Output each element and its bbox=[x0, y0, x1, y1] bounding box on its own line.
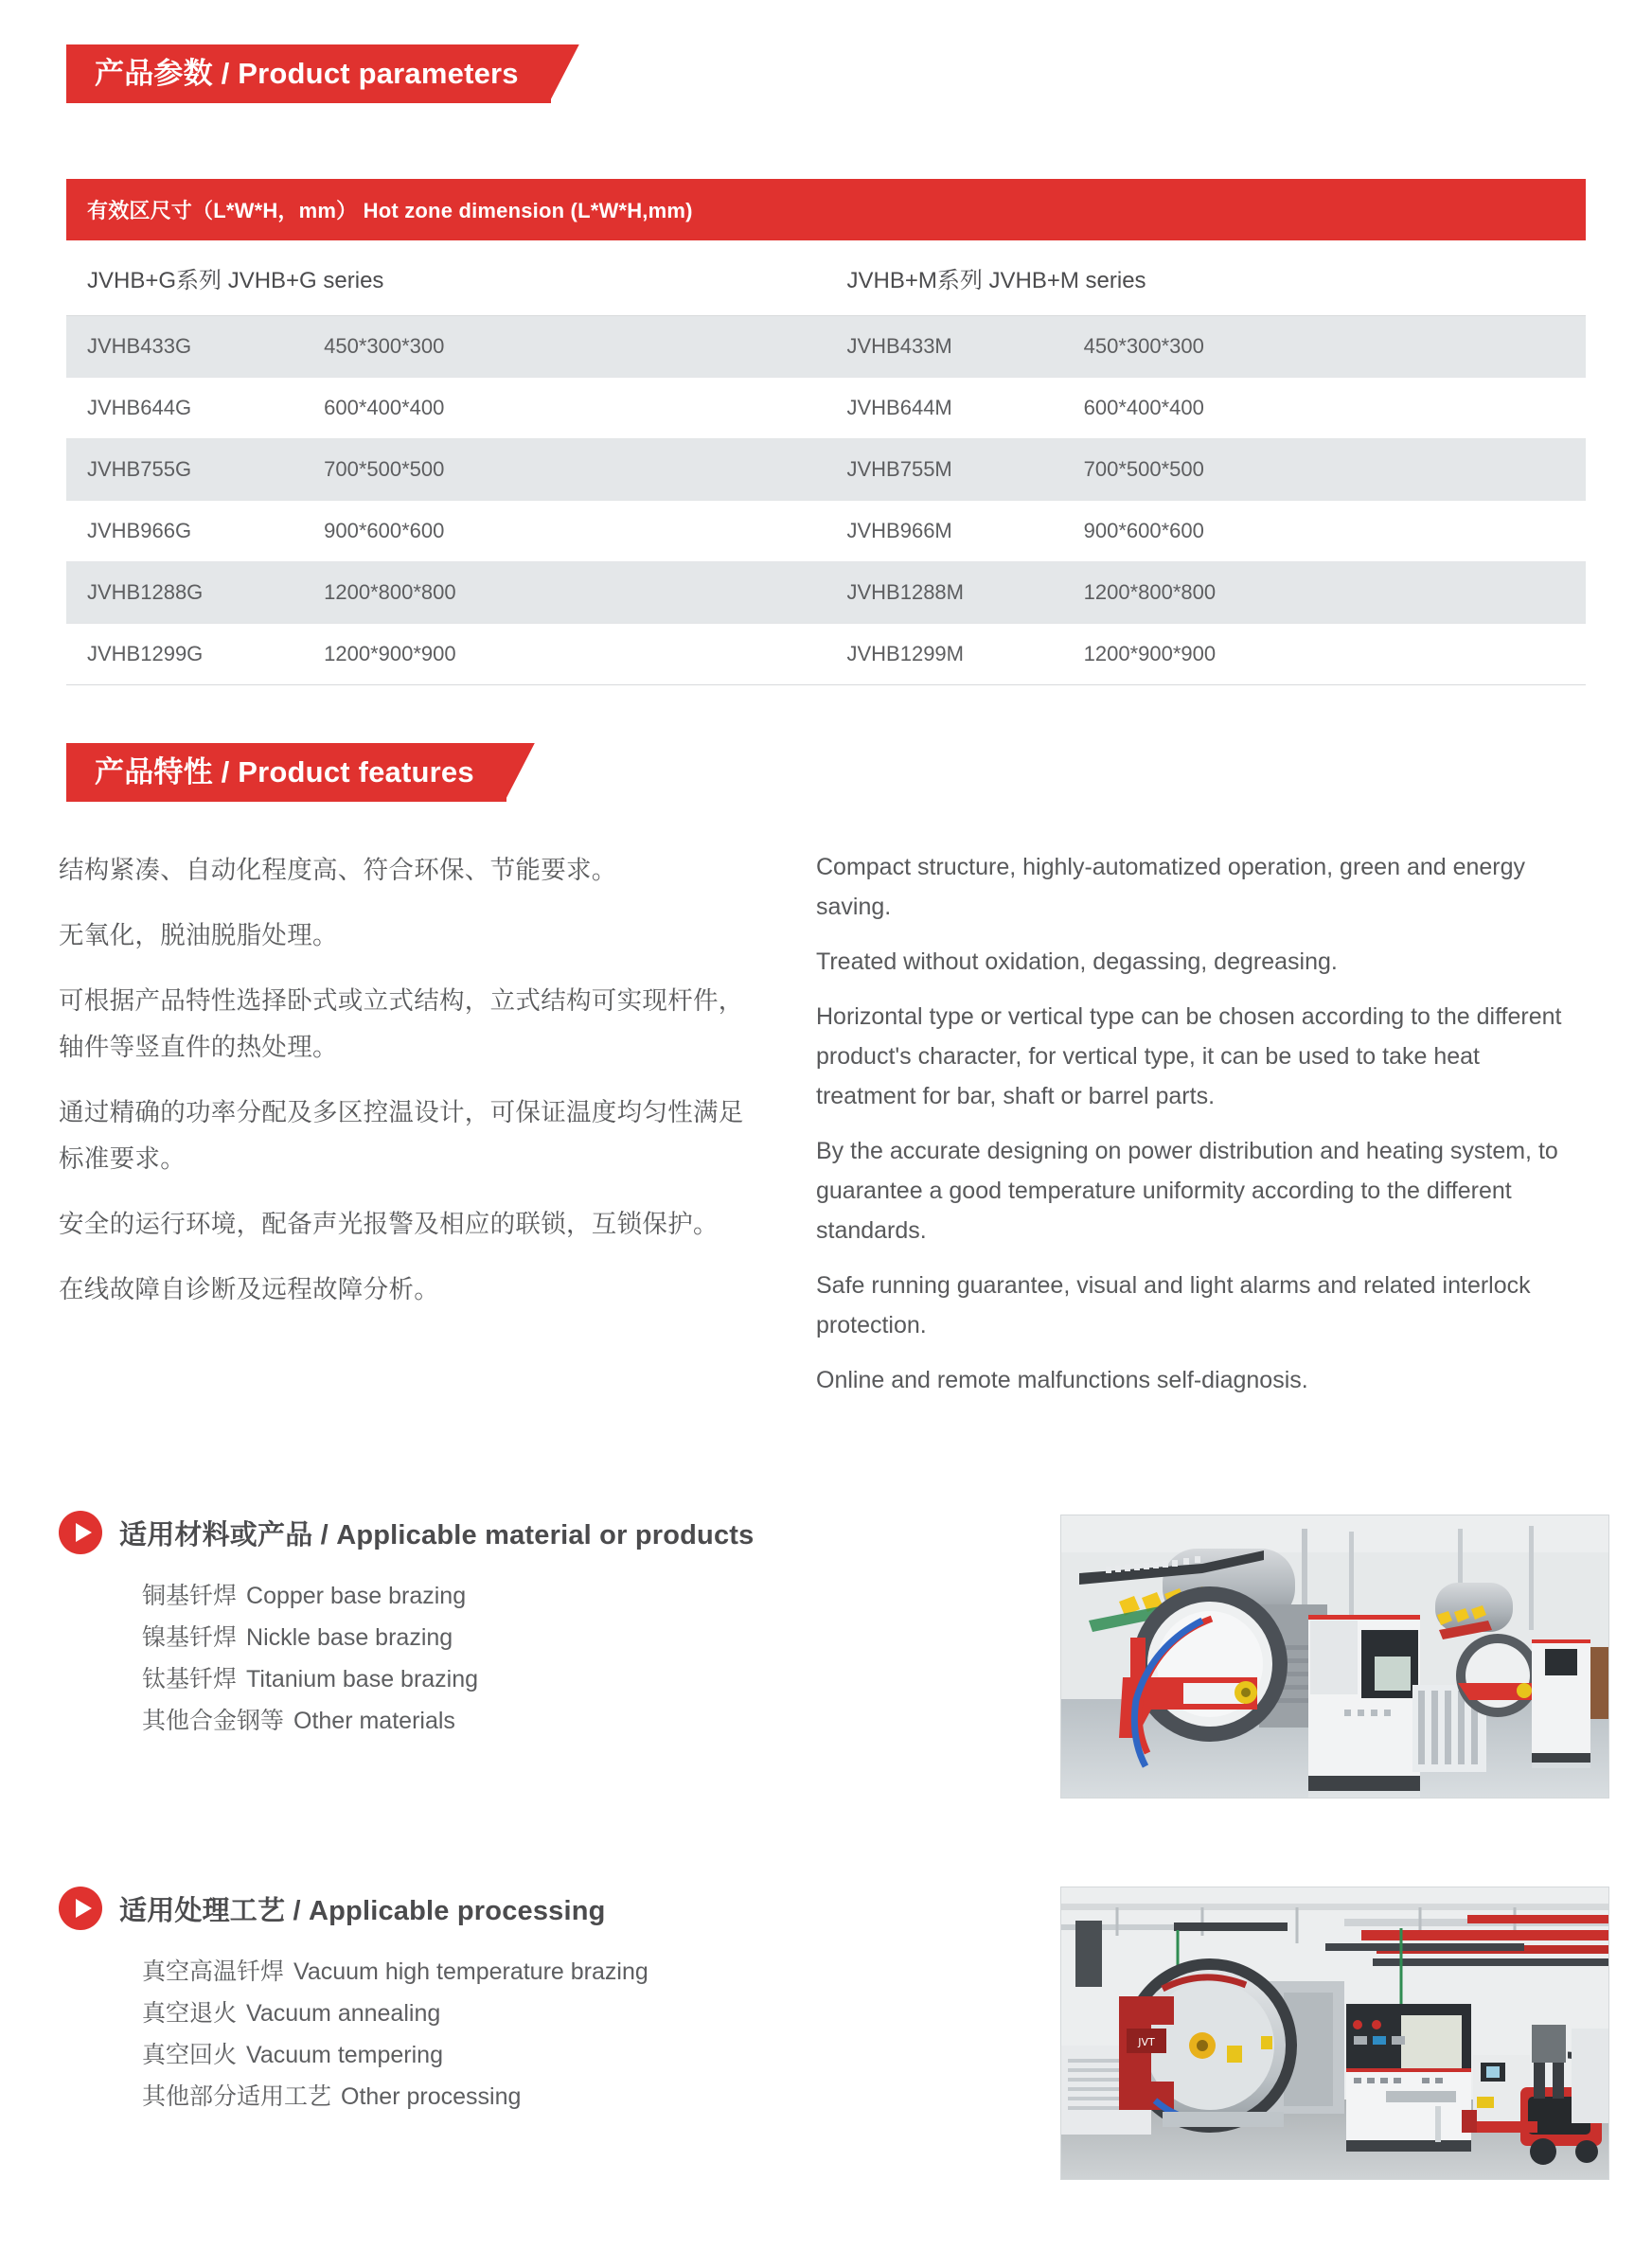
cell-m-dimension: 700*500*500 bbox=[1063, 439, 1586, 501]
cell-m-model: JVHB1299M bbox=[826, 624, 1062, 685]
applicable-processing-list bbox=[59, 1951, 648, 2117]
cell-g-dimension: 1200*900*900 bbox=[303, 624, 826, 685]
table-row bbox=[66, 316, 1586, 378]
table-row bbox=[66, 562, 1586, 624]
applicable-material-heading bbox=[59, 1511, 755, 1554]
cell-m-model: JVHB644M bbox=[826, 378, 1062, 439]
table-subheader-row bbox=[66, 240, 1586, 316]
section-title-cn: 产品参数 bbox=[95, 57, 213, 90]
bullet-title-cn: 适用材料或产品 bbox=[119, 1519, 313, 1550]
list-item-cn: 钛基钎焊 bbox=[142, 1666, 238, 1692]
feature-item-en: Treated without oxidation, degassing, degreasing. bbox=[816, 948, 1338, 975]
section-banner-parameters bbox=[66, 44, 551, 103]
list-item-cn: 铜基钎焊 bbox=[142, 1583, 238, 1609]
list-item-en: Vacuum tempering bbox=[246, 2042, 443, 2068]
bullet-title-cn: 适用处理工艺 bbox=[119, 1895, 286, 1926]
list-item-en: Vacuum high temperature brazing bbox=[293, 1958, 648, 1985]
applicable-processing-section bbox=[59, 1887, 648, 2117]
features-column-english bbox=[816, 847, 1573, 1415]
feature-item-en: Safe running guarantee, visual and light alarms and related interlock protection. bbox=[816, 1272, 1531, 1338]
applicable-material-title bbox=[119, 1514, 755, 1552]
list-item bbox=[142, 2076, 648, 2117]
feature-item-en: Horizontal type or vertical type can be chosen according to the different product's character, for vertical type, it can be used to take heat treatment for bar, shaft or barrel parts. bbox=[816, 1003, 1562, 1109]
bullet-title-separator: / bbox=[312, 1519, 337, 1550]
photo-material-illustration bbox=[1060, 1515, 1609, 1798]
play-icon bbox=[59, 1887, 102, 1930]
table-header-row bbox=[66, 179, 1586, 240]
table-row bbox=[66, 439, 1586, 501]
cell-g-model: JVHB644G bbox=[66, 378, 303, 439]
cell-g-model: JVHB966G bbox=[66, 501, 303, 562]
cell-m-model: JVHB1288M bbox=[826, 562, 1062, 624]
cell-m-dimension: 1200*800*800 bbox=[1063, 562, 1586, 624]
cell-m-model: JVHB966M bbox=[826, 501, 1062, 562]
section-title-cn: 产品特性 bbox=[95, 755, 213, 788]
cell-g-dimension: 900*600*600 bbox=[303, 501, 826, 562]
feature-item-cn: 可根据产品特性选择卧式或立式结构，立式结构可实现杆件，轴件等竖直件的热处理。 bbox=[59, 986, 744, 1061]
bullet-title-separator: / bbox=[285, 1895, 309, 1926]
bullet-title-en: Applicable processing bbox=[308, 1895, 606, 1926]
photo-processing-illustration bbox=[1060, 1887, 1609, 2180]
section-title-en: Product features bbox=[238, 755, 474, 788]
table-subheader-g-series: JVHB+G系列 JVHB+G series bbox=[66, 240, 826, 316]
cell-g-model: JVHB755G bbox=[66, 439, 303, 501]
table-body bbox=[66, 316, 1586, 685]
list-item bbox=[142, 1993, 648, 2034]
list-item-en: Vacuum annealing bbox=[246, 2000, 441, 2027]
bullet-title-en: Applicable material or products bbox=[336, 1519, 755, 1550]
cell-g-model: JVHB1288G bbox=[66, 562, 303, 624]
cell-g-dimension: 600*400*400 bbox=[303, 378, 826, 439]
features-column-chinese bbox=[59, 847, 759, 1332]
list-item bbox=[142, 1700, 755, 1742]
hot-zone-dimension-table bbox=[66, 179, 1586, 685]
cell-g-dimension: 450*300*300 bbox=[303, 316, 826, 378]
list-item-cn: 镍基钎焊 bbox=[142, 1624, 238, 1651]
feature-item-cn: 在线故障自诊断及远程故障分析。 bbox=[59, 1275, 439, 1303]
cell-m-dimension: 900*600*600 bbox=[1063, 501, 1586, 562]
list-item-en: Copper base brazing bbox=[246, 1583, 467, 1609]
applicable-processing-title bbox=[119, 1889, 606, 1928]
list-item-cn: 真空回火 bbox=[142, 2042, 238, 2068]
cell-g-model: JVHB433G bbox=[66, 316, 303, 378]
applicable-material-section bbox=[59, 1511, 755, 1742]
table-header-label: 有效区尺寸（L*W*H，mm） Hot zone dimension (L*W*H,mm) bbox=[66, 179, 1586, 240]
list-item bbox=[142, 1575, 755, 1617]
table-subheader-m-series: JVHB+M系列 JVHB+M series bbox=[826, 240, 1586, 316]
list-item-en: Other processing bbox=[341, 2083, 522, 2110]
list-item bbox=[142, 1951, 648, 1993]
cell-m-model: JVHB433M bbox=[826, 316, 1062, 378]
cell-m-model: JVHB755M bbox=[826, 439, 1062, 501]
section-banner-features bbox=[66, 743, 506, 802]
cell-g-dimension: 700*500*500 bbox=[303, 439, 826, 501]
section-title-separator: / bbox=[212, 57, 239, 90]
cell-m-dimension: 1200*900*900 bbox=[1063, 624, 1586, 685]
feature-item-cn: 无氧化，脱油脱脂处理。 bbox=[59, 921, 338, 949]
cell-g-dimension: 1200*800*800 bbox=[303, 562, 826, 624]
list-item-en: Other materials bbox=[293, 1708, 455, 1734]
svg-text:JVT: JVT bbox=[1138, 2036, 1155, 2048]
cell-g-model: JVHB1299G bbox=[66, 624, 303, 685]
list-item-cn: 真空退火 bbox=[142, 2000, 238, 2027]
list-item-cn: 真空高温钎焊 bbox=[142, 1958, 285, 1985]
section-title-en: Product parameters bbox=[238, 57, 519, 90]
applicable-processing-heading bbox=[59, 1887, 648, 1930]
photo-vacuum-brazing-furnace-line bbox=[1060, 1515, 1609, 1798]
feature-item-en: Compact structure, highly-automatized operation, green and energy saving. bbox=[816, 854, 1526, 920]
cell-m-dimension: 600*400*400 bbox=[1063, 378, 1586, 439]
section-title-separator: / bbox=[212, 755, 239, 788]
cell-m-dimension: 450*300*300 bbox=[1063, 316, 1586, 378]
list-item-cn: 其他部分适用工艺 bbox=[142, 2083, 332, 2110]
list-item-en: Titanium base brazing bbox=[246, 1666, 479, 1692]
table-row bbox=[66, 501, 1586, 562]
table-row bbox=[66, 378, 1586, 439]
list-item-en: Nickle base brazing bbox=[246, 1624, 453, 1651]
list-item bbox=[142, 1658, 755, 1700]
list-item bbox=[142, 2034, 648, 2076]
feature-item-cn: 安全的运行环境，配备声光报警及相应的联锁，互锁保护。 bbox=[59, 1210, 719, 1238]
applicable-material-list bbox=[59, 1575, 755, 1742]
play-icon bbox=[59, 1511, 102, 1554]
feature-item-cn: 结构紧凑、自动化程度高、符合环保、节能要求。 bbox=[59, 856, 617, 884]
table-row bbox=[66, 624, 1586, 685]
feature-item-en: Online and remote malfunctions self-diagnosis. bbox=[816, 1367, 1308, 1393]
list-item bbox=[142, 1617, 755, 1658]
feature-item-en: By the accurate designing on power distribution and heating system, to guarantee a good temperature uniformity according to the different standards. bbox=[816, 1138, 1558, 1244]
photo-vacuum-furnace-workshop bbox=[1060, 1887, 1609, 2180]
list-item-cn: 其他合金钢等 bbox=[142, 1708, 285, 1734]
feature-item-cn: 通过精确的功率分配及多区控温设计，可保证温度均匀性满足标准要求。 bbox=[59, 1098, 744, 1173]
